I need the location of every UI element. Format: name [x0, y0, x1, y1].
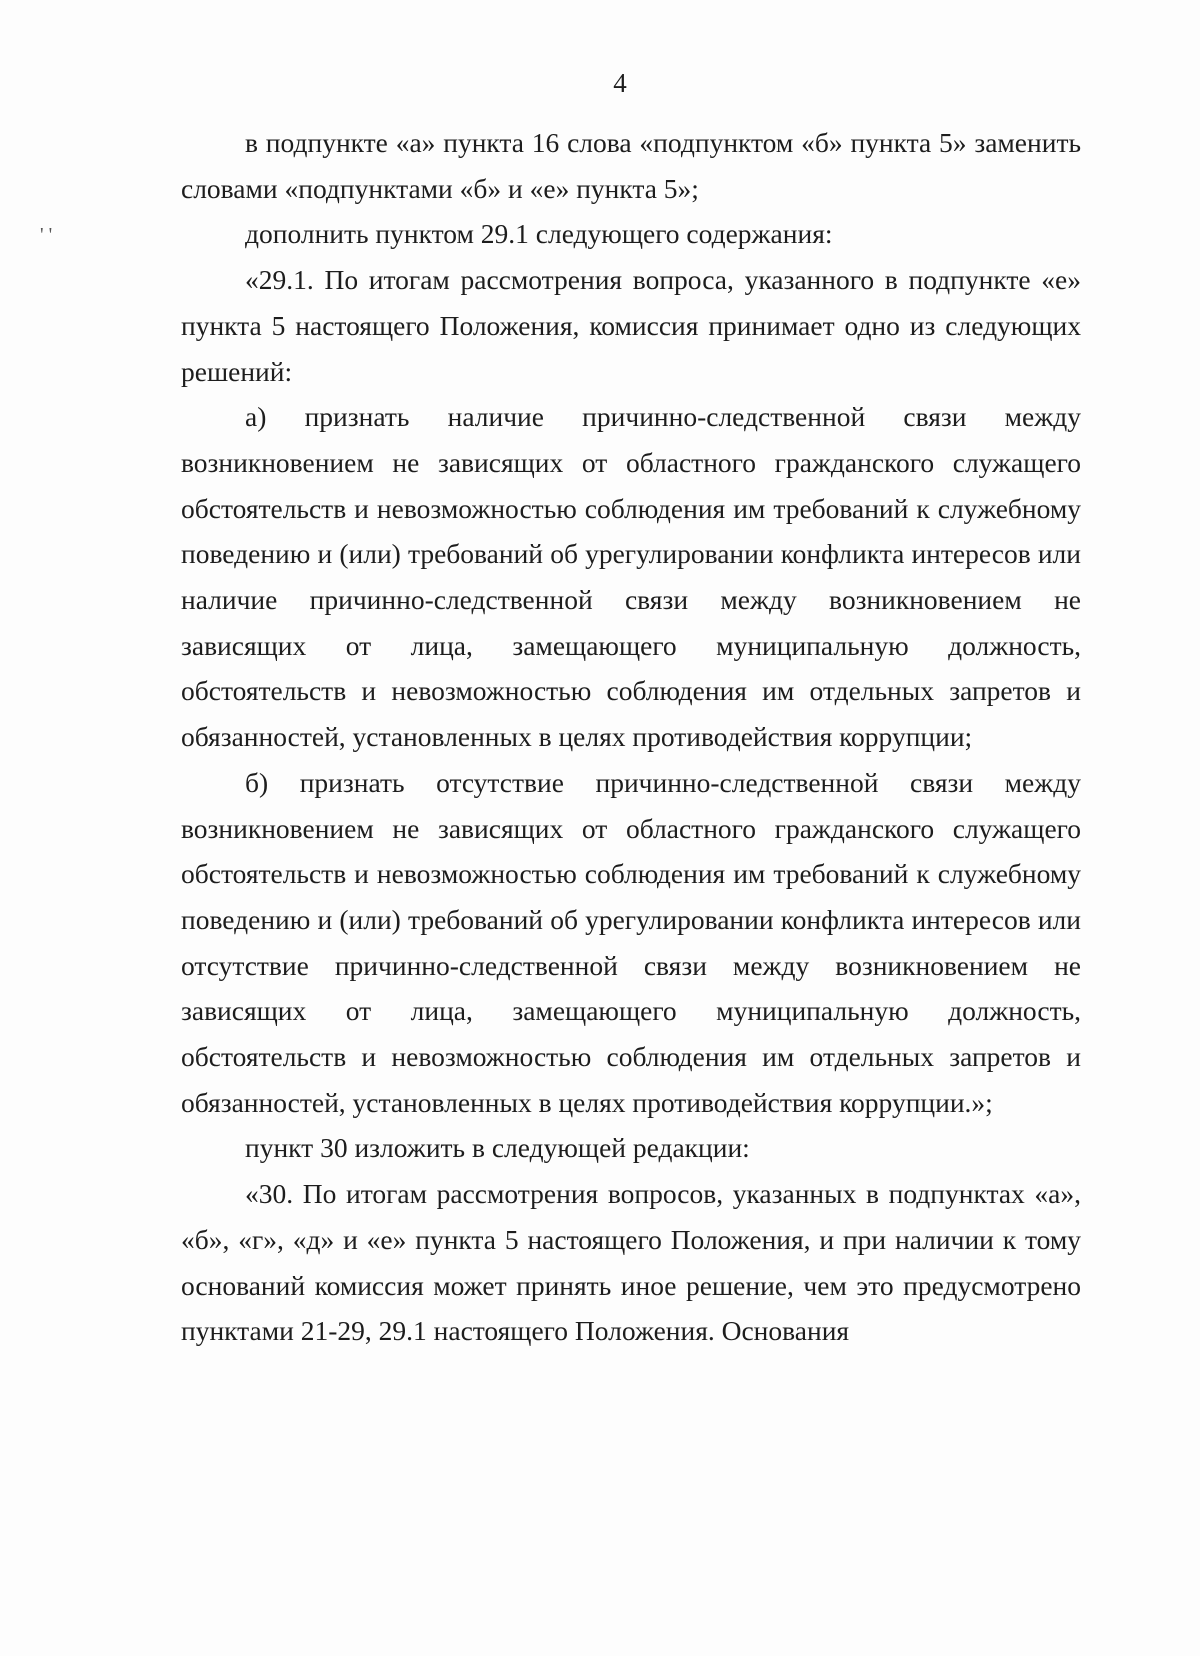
paragraph-point-30: «30. По итогам рассмотрения вопросов, указанных в подпунктах «а», «б», «г», «д» и «е» пункта 5 настоящего Положения, и при наличии к тому оснований комиссия может принять иное решение, чем это предусмотрено пунктами 21-29, 29.1 настоящего Положения. Основания	[181, 1178, 1081, 1347]
page-number: 4	[613, 68, 627, 98]
paragraph-decision-a: а) признать наличие причинно-следственной связи между возникновением не зависящих от областного гражданского служащего обстоятельств и невозможностью соблюдения им требований к служебному поведению и (или) требований об урегулировании конфликта интересов или наличие причинно-следственной связи между возникновением не зависящих от лица, замещающего муниципальную должность, обстоятельств и невозможностью соблюдения им отдельных запретов и обязанностей, установленных в целях противодействия коррупции;	[181, 401, 1081, 753]
scan-margin-mark: ' '	[40, 224, 53, 246]
paragraph-point-29-1: «29.1. По итогам рассмотрения вопроса, указанного в подпункте «е» пункта 5 настоящего Положения, комиссия принимает одно из следующих решений:	[181, 264, 1081, 387]
paragraph-decision-b: б) признать отсутствие причинно-следственной связи между возникновением не зависящих от областного гражданского служащего обстоятельств и невозможностью соблюдения им требований к служебному поведению и (или) требований об урегулировании конфликта интересов или отсутствие причинно-следственной связи между возникновением не зависящих от лица, замещающего муниципальную должность, обстоятельств и невозможностью соблюдения им отдельных запретов и обязанностей, установленных в целях противодействия коррупции.»;	[181, 766, 1081, 1118]
paragraph-amend-point-16: в подпункте «а» пункта 16 слова «подпунктом «б» пункта 5» заменить словами «подпунктами «б» и «е» пункта 5»;	[181, 127, 1081, 204]
paragraph-point-30-intro: пункт 30 изложить в следующей редакции:	[245, 1132, 750, 1164]
paragraph-add-point-29-1: дополнить пунктом 29.1 следующего содержания:	[245, 218, 833, 250]
document-body	[181, 120, 1081, 1354]
